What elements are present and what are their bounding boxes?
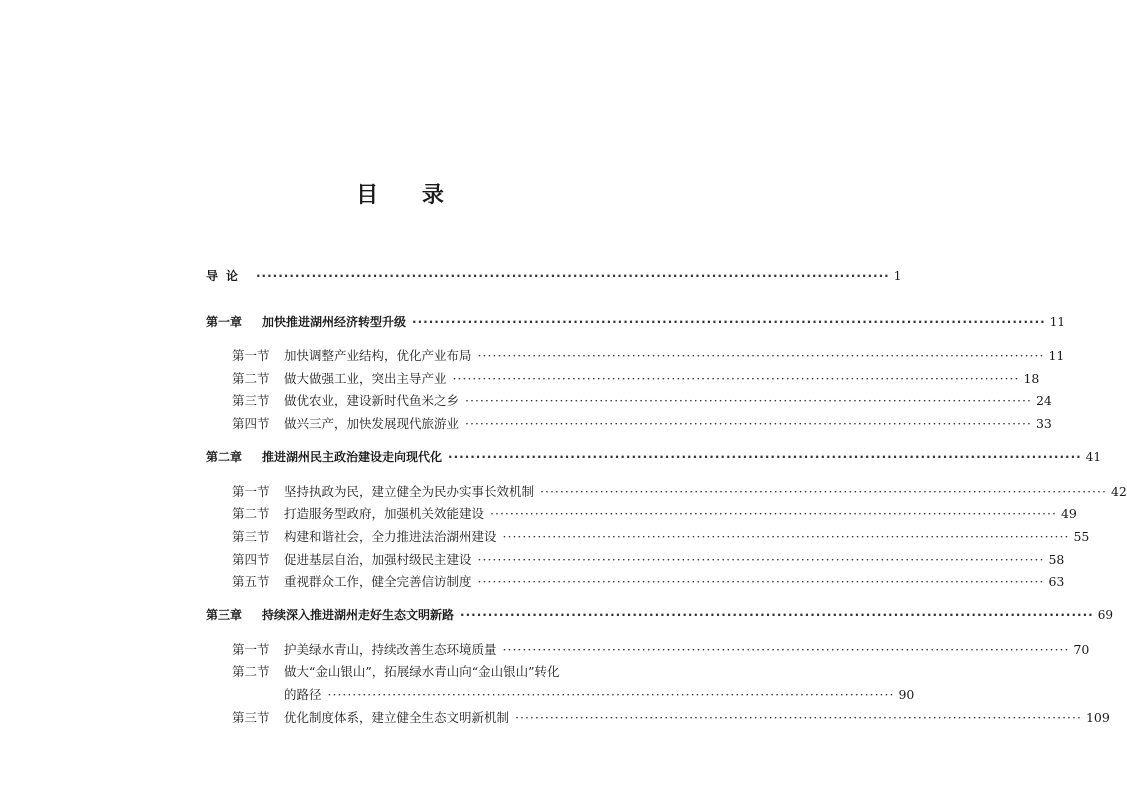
section-title: 构建和谐社会，全力推进法治湖州建设	[284, 529, 497, 544]
section-title: 打造服务型政府，加强机关效能建设	[284, 506, 485, 521]
toc-entry-section[interactable]	[232, 527, 1090, 545]
dot-leader: ··················································································································	[515, 710, 1082, 725]
dot-leader: ··················································································································	[477, 348, 1045, 363]
dot-leader: ··················································································································	[452, 371, 1020, 386]
dot-leader: ··················································································································	[540, 484, 1107, 499]
toc-entry-section-continuation[interactable]	[284, 685, 915, 703]
dot-leader: ··················································································································	[465, 416, 1032, 431]
page-number: 1	[893, 269, 902, 283]
toc-entry-intro[interactable]	[206, 267, 902, 284]
section-number: 第四节	[232, 552, 270, 567]
dot-leader: ··················································································································	[256, 269, 890, 283]
section-number: 第一节	[232, 484, 270, 499]
toc-entry-section[interactable]	[232, 346, 1065, 364]
chapter-number: 第一章	[206, 315, 243, 329]
toc-entry-section[interactable]	[232, 572, 1065, 590]
section-title: 护美绿水青山，持续改善生态环境质量	[284, 642, 497, 657]
toc-entry-section[interactable]	[232, 640, 1090, 658]
section-title: 优化制度体系，建立健全生态文明新机制	[284, 710, 510, 725]
chapter-title: 加快推进湖州经济转型升级	[262, 315, 407, 329]
page-number: 41	[1085, 450, 1101, 464]
section-number: 第三节	[232, 710, 270, 725]
page-number: 90	[898, 687, 915, 702]
dot-leader: ··················································································································	[502, 529, 1070, 544]
section-number: 第五节	[232, 574, 270, 589]
toc-entry-section[interactable]	[232, 662, 595, 680]
section-number: 第三节	[232, 393, 270, 408]
chapter-number: 第三章	[206, 608, 243, 622]
page-number: 70	[1073, 642, 1090, 657]
page-number: 55	[1073, 529, 1090, 544]
dot-leader: ··················································································································	[412, 315, 1046, 329]
page-number: 69	[1097, 608, 1113, 622]
chapter-number: 第二章	[206, 450, 243, 464]
section-number: 第二节	[232, 664, 270, 679]
section-number: 第三节	[232, 529, 270, 544]
section-title: 做大做强工业，突出主导产业	[284, 371, 447, 386]
toc-entry-section[interactable]	[232, 369, 1040, 387]
page-number: 109	[1085, 710, 1110, 725]
section-title: 加快调整产业结构，优化产业布局	[284, 348, 472, 363]
toc-entry-section[interactable]	[232, 708, 1110, 726]
dot-leader: ··················································································································	[465, 393, 1032, 408]
chapter-title: 持续深入推进湖州走好生态文明新路	[262, 608, 455, 622]
dot-leader: ··················································································································	[448, 450, 1082, 464]
toc-entry-section[interactable]	[232, 504, 1077, 522]
toc-entry-chapter-2[interactable]	[206, 448, 1101, 465]
section-title: 做大“金山银山”，拓展绿水青山向“金山银山”转化	[284, 664, 560, 679]
toc-entry-chapter-3[interactable]	[206, 606, 1113, 623]
page-number: 11	[1048, 348, 1065, 363]
section-number: 第一节	[232, 642, 270, 657]
page-number: 33	[1035, 416, 1052, 431]
section-title: 做兴三产，加快发展现代旅游业	[284, 416, 460, 431]
intro-label: 导论	[206, 269, 247, 283]
section-number: 第二节	[232, 506, 270, 521]
dot-leader: ··················································································································	[490, 506, 1057, 521]
page-number: 49	[1060, 506, 1077, 521]
page-number: 24	[1035, 393, 1052, 408]
dot-leader: ··················································································································	[502, 642, 1070, 657]
dot-leader: ··················································································································	[477, 574, 1045, 589]
page-number: 58	[1048, 552, 1065, 567]
dot-leader: ··················································································································	[477, 552, 1045, 567]
section-title: 坚持执政为民，建立健全为民办实事长效机制	[284, 484, 535, 499]
section-title: 做优农业，建设新时代鱼米之乡	[284, 393, 460, 408]
section-number: 第四节	[232, 416, 270, 431]
toc-entry-section[interactable]	[232, 414, 1052, 432]
page-number: 42	[1110, 484, 1127, 499]
toc-entry-section[interactable]	[232, 391, 1052, 409]
toc-entry-chapter-1[interactable]	[206, 313, 1065, 330]
dot-leader: ··················································································································	[460, 608, 1094, 622]
page-number: 11	[1049, 315, 1065, 329]
toc-entry-section[interactable]	[232, 550, 1065, 568]
section-number: 第二节	[232, 371, 270, 386]
section-title: 重视群众工作，健全完善信访制度	[284, 574, 472, 589]
page-number: 18	[1023, 371, 1040, 386]
section-number: 第一节	[232, 348, 270, 363]
toc-title: 目 录	[356, 183, 462, 208]
page-number: 63	[1048, 574, 1065, 589]
chapter-title: 推进湖州民主政治建设走向现代化	[262, 450, 443, 464]
dot-leader: ··················································································································	[327, 687, 895, 702]
section-title-continuation: 的路径	[284, 687, 322, 702]
section-title: 促进基层自治，加强村级民主建设	[284, 552, 472, 567]
toc-entry-section[interactable]	[232, 482, 1127, 500]
